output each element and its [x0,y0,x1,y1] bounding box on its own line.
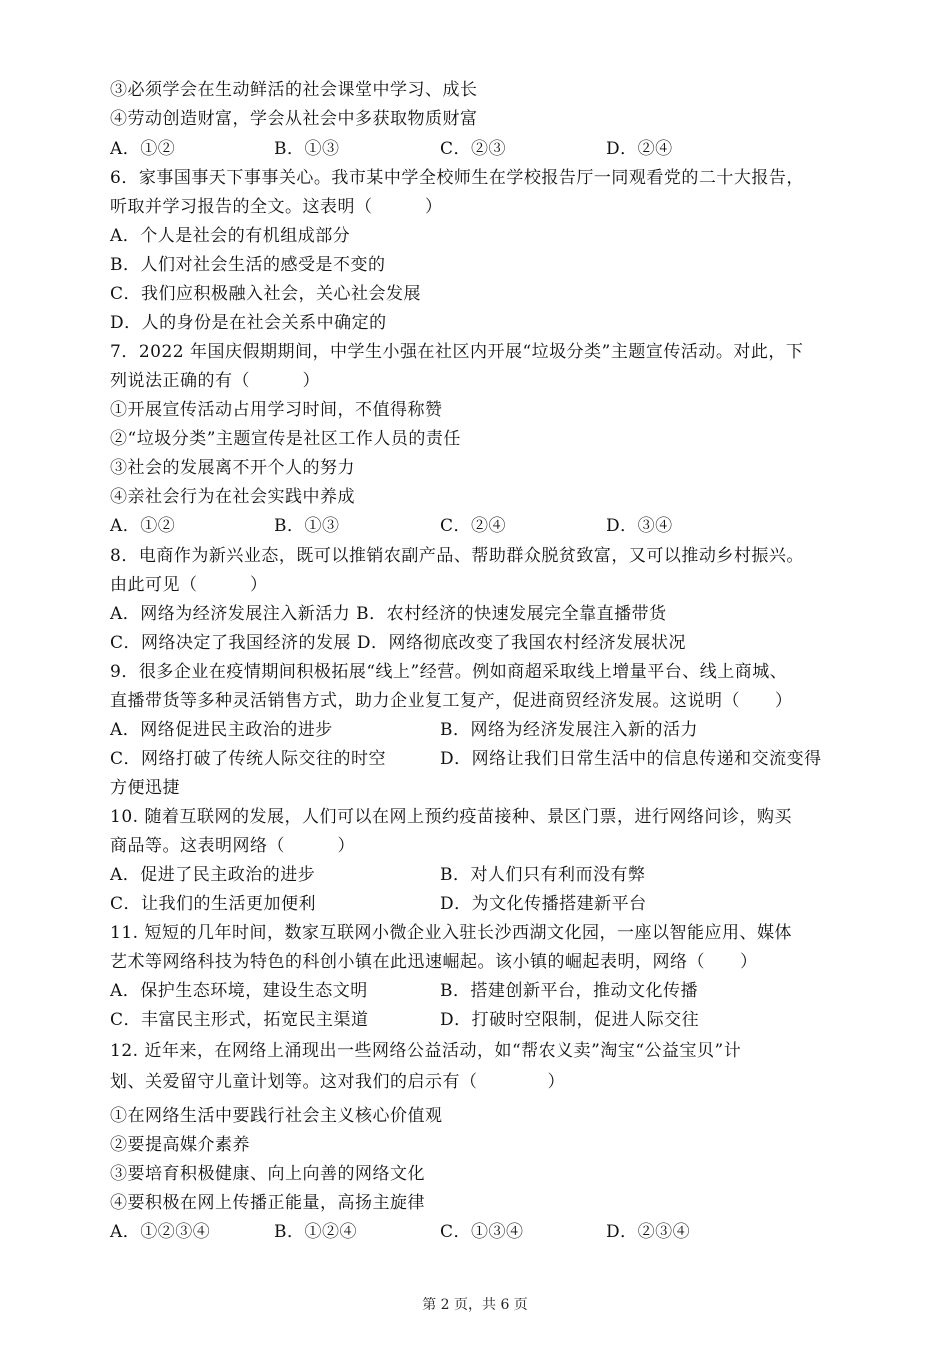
q11-option-b: B．搭建创新平台，推动文化传播 [440,981,698,1001]
page-footer: 第 2 页，共 6 页 [422,1297,528,1313]
q12-statement-1: ①在网络生活中要践行社会主义核心价值观 [110,1106,443,1126]
q9-stem-line-1: 9．很多企业在疫情期间积极拓展“线上”经营。例如商超采取线上增量平台、线上商城、 [110,662,788,682]
q6-option-a: A．个人是社会的有机组成部分 [110,226,351,246]
q7-statement-3: ③社会的发展离不开个人的努力 [110,458,355,478]
option-d: D．②④ [606,139,673,159]
q9-option-b: B．网络为经济发展注入新的活力 [440,720,698,740]
q9-option-c: C．网络打破了传统人际交往的时空 [110,749,387,769]
q7-stem-line-2: 列说法正确的有（ ） [110,371,320,391]
q7-statement-4: ④亲社会行为在社会实践中养成 [110,487,355,507]
option-a: A．①② [110,516,176,536]
q6-option-d: D．人的身份是在社会关系中确定的 [110,313,387,333]
q11-option-d: D．打破时空限制，促进人际交往 [440,1010,700,1030]
q9-option-d-continued: 方便迅捷 [110,778,180,798]
q12-statement-2: ②要提高媒介素养 [110,1135,250,1155]
q8-options-line-1: A．网络为经济发展注入新活力 B．农村经济的快速发展完全靠直播带货 [110,604,667,624]
option-d: D．③④ [606,516,673,536]
q12-statement-4: ④要积极在网上传播正能量，高扬主旋律 [110,1193,425,1213]
q10-option-b: B．对人们只有利而没有弊 [440,865,646,885]
q6-stem-line-2: 听取并学习报告的全文。这表明（ ） [110,197,443,217]
option-a: A．①②③④ [110,1222,211,1242]
q11-option-a: A．保护生态环境，建设生态文明 [110,981,368,1001]
option-d: D．②③④ [606,1222,691,1242]
q11-option-c: C．丰富民主形式，拓宽民主渠道 [110,1010,369,1030]
q12-statement-3: ③要培育积极健康、向上向善的网络文化 [110,1164,425,1184]
q9-option-a: A．网络促进民主政治的进步 [110,720,333,740]
q10-option-d: D．为文化传播搭建新平台 [440,894,647,914]
q6-option-b: B．人们对社会生活的感受是不变的 [110,255,386,275]
q10-option-a: A．促进了民主政治的进步 [110,865,316,885]
q5-statement-3: ③必须学会在生动鲜活的社会课堂中学习、成长 [110,80,478,100]
q6-option-c: C．我们应积极融入社会，关心社会发展 [110,284,422,304]
q9-stem-line-2: 直播带货等多种灵活销售方式，助力企业复工复产，促进商贸经济发展。这说明（ ） [110,691,793,711]
q10-stem-line-2: 商品等。这表明网络（ ） [110,836,355,856]
q8-stem-line-1: 8．电商作为新兴业态，既可以推销农副产品、帮助群众脱贫致富，又可以推动乡村振兴。 [110,546,804,566]
q7-statement-2: ②“垃圾分类”主题宣传是社区工作人员的责任 [110,429,461,449]
option-c: C．②③ [440,139,507,159]
q10-stem-line-1: 10. 随着互联网的发展，人们可以在网上预约疫苗接种、景区门票，进行网络问诊，购买 [110,807,792,827]
q12-stem-line-2: 划、关爱留守儿童计划等。这对我们的启示有（ ） [110,1072,565,1092]
q11-stem-line-1: 11. 短短的几年时间，数家互联网小微企业入驻长沙西湖文化园，一座以智能应用、媒体 [110,923,792,943]
q12-stem-line-1: 12. 近年来，在网络上涌现出一些网络公益活动，如“帮农义卖”淘宝“公益宝贝”计 [110,1041,742,1061]
option-a: A．①② [110,139,176,159]
q8-stem-line-2: 由此可见（ ） [110,575,268,595]
q6-stem-line-1: 6．家事国事天下事事关心。我市某中学全校师生在学校报告厅一同观看党的二十大报告， [110,168,804,188]
option-c: C．②④ [440,516,507,536]
option-b: B．①③ [274,139,340,159]
q7-stem-line-1: 7．2022 年国庆假期期间，中学生小强在社区内开展“垃圾分类”主题宣传活动。对此，下 [110,342,804,362]
q8-options-line-2: C．网络决定了我国经济的发展 D．网络彻底改变了我国农村经济发展状况 [110,633,687,653]
q7-statement-1: ①开展宣传活动占用学习时间，不值得称赞 [110,400,443,420]
option-c: C．①③④ [440,1222,524,1242]
q5-statement-4: ④劳动创造财富，学会从社会中多获取物质财富 [110,109,478,129]
option-b: B．①②④ [274,1222,357,1242]
option-b: B．①③ [274,516,340,536]
q9-option-d: D．网络让我们日常生活中的信息传递和交流变得 [440,749,822,769]
q11-stem-line-2: 艺术等网络科技为特色的科创小镇在此迅速崛起。该小镇的崛起表明，网络（ ） [110,952,758,972]
q10-option-c: C．让我们的生活更加便利 [110,894,317,914]
